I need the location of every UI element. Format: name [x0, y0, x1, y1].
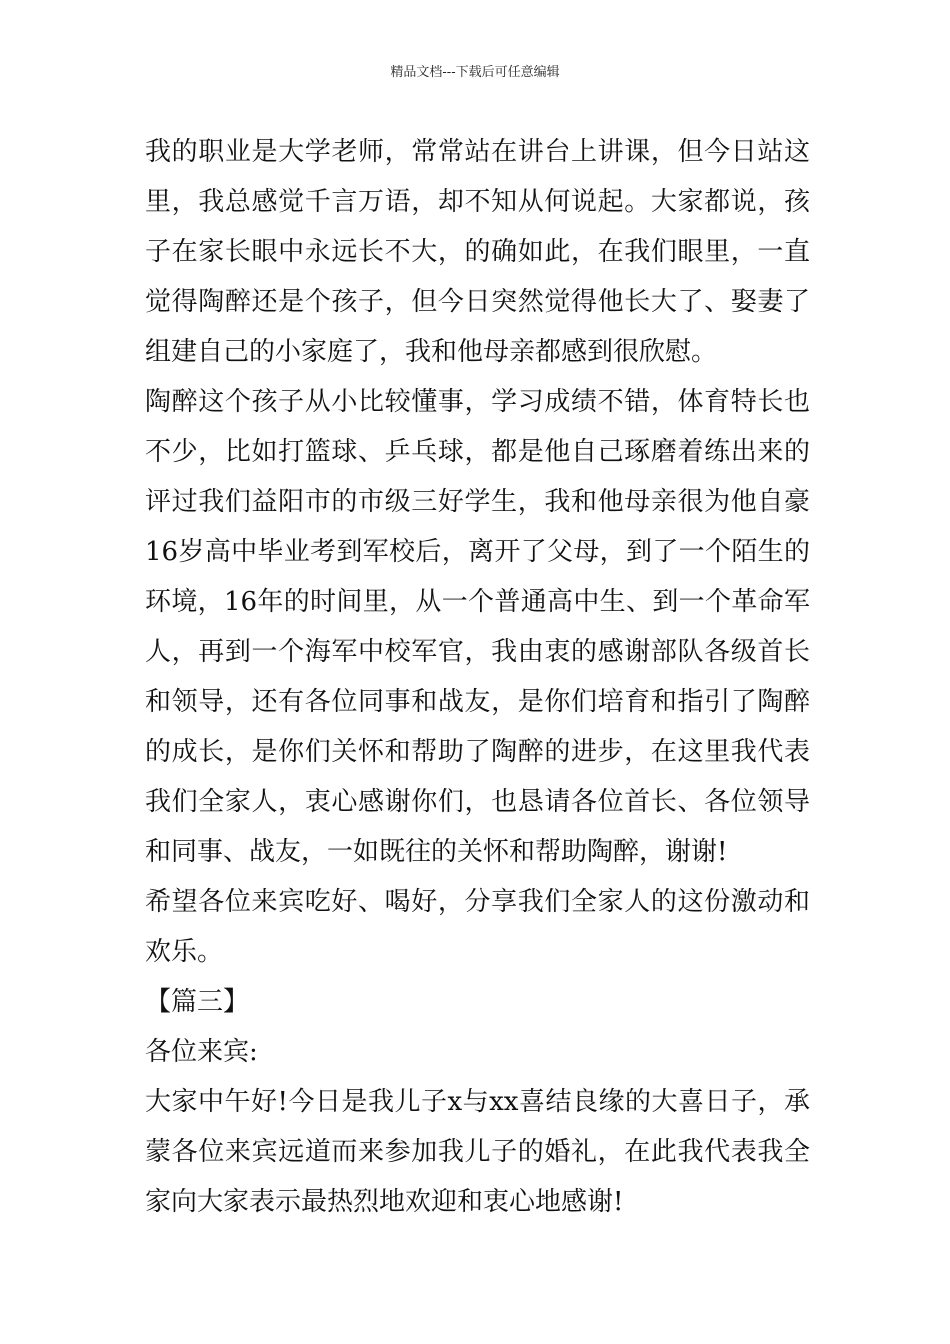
salutation: 各位来宾: — [145, 1037, 258, 1067]
paragraph-son-growth: 陶醉这个孩子从小比较懂事，学习成绩不错，体育特长也不少，比如打篮球、乒乓球，都是他自己琢磨着练出来的评过我们益阳市的市级三好学生，我和他母亲很为他自豪16岁高中毕业考到军校后，离开了父母，到了一个陌生的环境，16年的时间里，从一个普通高中生、到一个革命军人，再到一个海军中校军官，我由衷的感谢部队各级首长和领导，还有各位同事和战友，是你们培育和指引了陶醉的成长，是你们关怀和帮助了陶醉的进步，在这里我代表我们全家人，衷心感谢你们，也恳请各位首长、各位领导和同事、战友，一如既往的关怀和帮助陶醉，谢谢! — [145, 387, 810, 867]
paragraph-closing-wish: 希望各位来宾吃好、喝好，分享我们全家人的这份激动和欢乐。 — [145, 887, 810, 967]
page-header: 精品文档---下载后可任意编辑 — [390, 65, 560, 80]
paragraph-speech-intro: 我的职业是大学老师，常常站在讲台上讲课，但今日站这里，我总感觉千言万语，却不知从何说起。大家都说，孩子在家长眼中永远长不大，的确如此，在我们眼里，一直觉得陶醉还是个孩子，但今日突然觉得他长大了、娶妻了组建自己的小家庭了，我和他母亲都感到很欣慰。 — [145, 137, 810, 367]
document-body — [145, 127, 810, 1227]
paragraph-wedding-welcome: 大家中午好!今日是我儿子x与xx喜结良缘的大喜日子，承蒙各位来宾远道而来参加我儿子的婚礼，在此我代表我全家向大家表示最热烈地欢迎和衷心地感谢! — [145, 1087, 810, 1217]
section-heading-part-three: 【篇三】 — [145, 987, 250, 1017]
